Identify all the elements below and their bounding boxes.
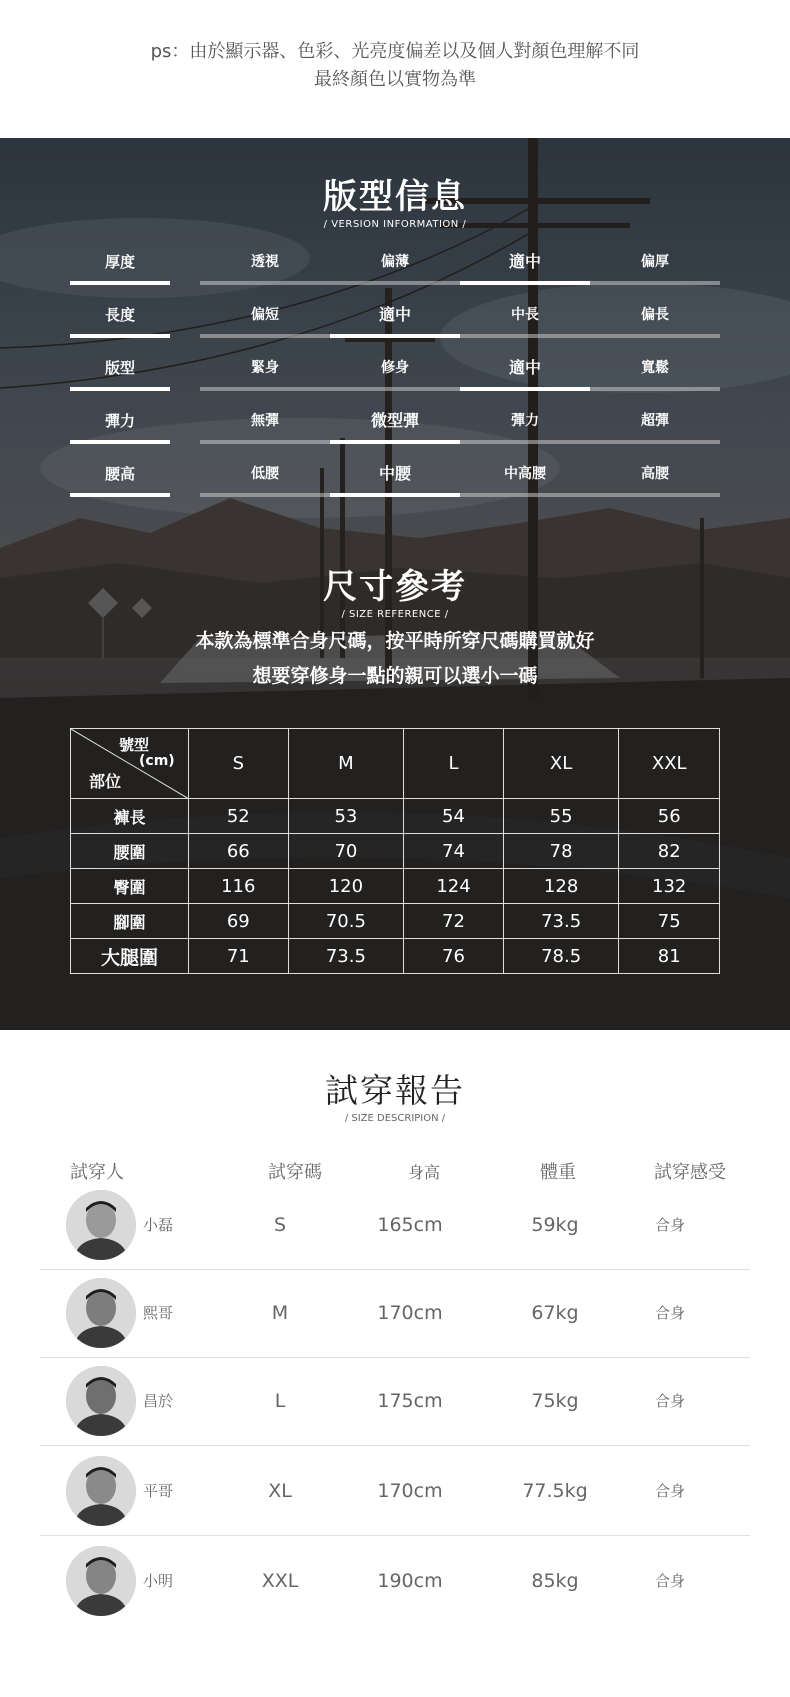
version-label-bar [70, 440, 170, 444]
report-header-weight: 體重 [540, 1162, 576, 1183]
version-row-label-text: 彈力 [104, 412, 135, 430]
size-intro-line-1: 本款為標準合身尺碼，按平時所穿尺碼購買就好 [195, 630, 595, 652]
version-option-text: 適中 [508, 252, 541, 271]
report-title: 試穿報告 [325, 1071, 465, 1110]
person-photo [66, 1366, 136, 1436]
version-option-text: 適中 [508, 358, 541, 377]
version-option-text: 透視 [251, 254, 279, 270]
size-cell: 70.5 [288, 904, 404, 939]
tester-height: 165cm [377, 1214, 443, 1236]
version-option [590, 291, 720, 344]
report-subtitle: / SIZE DESCRIPION / [344, 1113, 446, 1124]
person-photo [66, 1278, 136, 1348]
size-subtitle: / SIZE REFERENCE / [341, 609, 449, 620]
size-cell: 53 [288, 799, 404, 834]
version-option-text: 無彈 [251, 413, 279, 429]
report-header-size: 試穿碼 [268, 1162, 322, 1183]
version-option [590, 397, 720, 450]
size-col-header: XXL [619, 729, 720, 799]
version-track-bar [590, 281, 720, 285]
size-cell: 81 [619, 939, 720, 974]
size-cell: 54 [404, 799, 504, 834]
size-table [70, 728, 720, 974]
report-title-block [0, 1070, 790, 1126]
tester-name: 昌於 [143, 1392, 174, 1410]
size-cell: 69 [189, 904, 289, 939]
version-row-label-text: 版型 [104, 359, 135, 377]
version-option [200, 291, 330, 344]
tester-size: L [274, 1390, 286, 1412]
tester-size: XL [268, 1480, 292, 1502]
tester-size: M [271, 1302, 289, 1324]
size-row [71, 799, 720, 834]
size-cell: 70 [288, 834, 404, 869]
version-option-text: 緊身 [251, 360, 279, 376]
report-row [40, 1268, 750, 1358]
disclaimer-line-1: ps：由於顯示器、色彩、光亮度偏差以及個人對顏色理解不同 [150, 41, 640, 62]
version-row-label [70, 450, 170, 503]
size-row [71, 939, 720, 974]
tester-name: 平哥 [143, 1482, 174, 1500]
size-row-label: 褲長 [71, 799, 189, 834]
version-option-text: 彈力 [511, 413, 539, 429]
version-title-block [0, 176, 790, 232]
version-option [330, 450, 460, 503]
version-track-bar [200, 334, 330, 338]
tester-fit: 合身 [654, 1482, 685, 1500]
tester-height: 170cm [377, 1480, 443, 1502]
version-option [200, 450, 330, 503]
size-col-header: M [288, 729, 404, 799]
version-option [590, 450, 720, 503]
version-track-bar [330, 387, 460, 391]
avatar [66, 1366, 136, 1436]
version-grid [70, 238, 720, 503]
version-label-bar [70, 387, 170, 391]
size-cell: 132 [619, 869, 720, 904]
version-selected-bar [460, 387, 590, 391]
version-label-bar [70, 281, 170, 285]
version-track-bar [200, 281, 330, 285]
report-row [40, 1446, 750, 1536]
tester-name: 小明 [143, 1572, 174, 1590]
corner-unit-label: (cm) [139, 753, 175, 769]
size-cell: 76 [404, 939, 504, 974]
tester-weight: 77.5kg [522, 1480, 588, 1502]
size-row [71, 834, 720, 869]
size-cell: 72 [404, 904, 504, 939]
version-track-bar [590, 493, 720, 497]
version-row [70, 397, 720, 450]
tester-fit: 合身 [654, 1304, 685, 1322]
version-option [330, 344, 460, 397]
version-option [330, 291, 460, 344]
avatar [66, 1546, 136, 1616]
size-cell: 75 [619, 904, 720, 939]
report-row [40, 1536, 750, 1626]
version-track-bar [200, 440, 330, 444]
version-selected-bar [460, 281, 590, 285]
version-option [330, 397, 460, 450]
version-option-text: 偏厚 [641, 254, 669, 270]
version-option-text: 偏長 [641, 307, 669, 323]
tester-name: 小磊 [143, 1216, 174, 1234]
size-col-header: XL [503, 729, 619, 799]
version-track-bar [590, 387, 720, 391]
version-track-bar [330, 281, 460, 285]
tester-height: 190cm [377, 1570, 443, 1592]
tester-weight: 67kg [531, 1302, 579, 1324]
report-header-feeling: 試穿感受 [654, 1162, 726, 1183]
version-option-text: 中長 [511, 307, 539, 323]
report-header-height: 身高 [408, 1163, 441, 1182]
info-background-panel [0, 138, 790, 1030]
tester-fit: 合身 [654, 1572, 685, 1590]
size-title-block [0, 566, 790, 622]
tester-fit: 合身 [654, 1216, 685, 1234]
version-row-label [70, 238, 170, 291]
tester-weight: 59kg [531, 1214, 579, 1236]
tester-height: 175cm [377, 1390, 443, 1412]
version-option [590, 238, 720, 291]
size-row-label: 腳圍 [71, 904, 189, 939]
size-row-label: 大腿圍 [71, 939, 189, 974]
size-col-header: L [404, 729, 504, 799]
corner-part-label: 部位 [89, 772, 122, 791]
version-selected-bar [330, 493, 460, 497]
version-selected-bar [330, 440, 460, 444]
version-track-bar [200, 493, 330, 497]
version-label-bar [70, 334, 170, 338]
version-row [70, 238, 720, 291]
version-option [460, 238, 590, 291]
color-disclaimer [0, 38, 790, 94]
version-option-text: 超彈 [641, 413, 669, 429]
version-option [460, 450, 590, 503]
version-option-text: 高腰 [641, 466, 669, 482]
size-cell: 56 [619, 799, 720, 834]
size-cell: 124 [404, 869, 504, 904]
version-track-bar [200, 387, 330, 391]
size-table-corner [71, 729, 189, 799]
size-cell: 78 [503, 834, 619, 869]
size-cell: 120 [288, 869, 404, 904]
version-row-label [70, 344, 170, 397]
version-option [590, 344, 720, 397]
version-option-text: 微型彈 [370, 411, 419, 430]
size-cell: 73.5 [503, 904, 619, 939]
version-option [330, 238, 460, 291]
size-intro-line-2: 想要穿修身一點的親可以選小一碼 [252, 665, 538, 687]
size-cell: 55 [503, 799, 619, 834]
version-option [460, 397, 590, 450]
version-row [70, 450, 720, 503]
version-row-label-text: 腰高 [104, 465, 135, 483]
size-row-label: 臀圍 [71, 869, 189, 904]
version-row [70, 344, 720, 397]
person-photo [66, 1190, 136, 1260]
version-track-bar [460, 440, 590, 444]
version-option-text: 中腰 [378, 464, 411, 483]
size-cell: 66 [189, 834, 289, 869]
version-option-text: 低腰 [251, 466, 279, 482]
size-header-row [71, 729, 720, 799]
report-row [40, 1180, 750, 1270]
version-row-label [70, 397, 170, 450]
size-row [71, 904, 720, 939]
size-title: 尺寸參考 [323, 567, 467, 607]
avatar [66, 1456, 136, 1526]
version-track-bar [590, 334, 720, 338]
version-option-text: 修身 [381, 360, 409, 376]
size-cell: 74 [404, 834, 504, 869]
size-cell: 78.5 [503, 939, 619, 974]
tester-weight: 75kg [531, 1390, 579, 1412]
version-option [200, 397, 330, 450]
version-track-bar [460, 493, 590, 497]
tester-size: S [273, 1214, 287, 1236]
version-option-text: 寬鬆 [641, 360, 669, 376]
size-cell: 71 [189, 939, 289, 974]
disclaimer-line-2: 最終顏色以實物為準 [314, 69, 476, 90]
version-row-label-text: 厚度 [104, 253, 135, 271]
version-title: 版型信息 [323, 177, 467, 217]
report-header-person: 試穿人 [70, 1162, 124, 1183]
version-option-text: 適中 [378, 305, 411, 324]
version-track-bar [590, 440, 720, 444]
version-track-bar [460, 334, 590, 338]
version-row [70, 291, 720, 344]
version-option [460, 291, 590, 344]
version-option [460, 344, 590, 397]
size-cell: 116 [189, 869, 289, 904]
report-row [40, 1356, 750, 1446]
version-selected-bar [330, 334, 460, 338]
size-row-label: 腰圍 [71, 834, 189, 869]
person-photo [66, 1546, 136, 1616]
avatar [66, 1190, 136, 1260]
corner-size-label: 號型 [119, 736, 150, 754]
tester-weight: 85kg [531, 1570, 579, 1592]
version-row-label-text: 長度 [104, 306, 135, 324]
version-label-bar [70, 493, 170, 497]
version-option-text: 偏短 [251, 307, 279, 323]
tester-fit: 合身 [654, 1392, 685, 1410]
size-row [71, 869, 720, 904]
version-option [200, 344, 330, 397]
version-option-text: 偏薄 [381, 254, 409, 270]
version-option-text: 中高腰 [504, 466, 546, 482]
tester-name: 熙哥 [143, 1304, 174, 1322]
size-col-header: S [189, 729, 289, 799]
version-row-label [70, 291, 170, 344]
size-cell: 128 [503, 869, 619, 904]
size-cell: 82 [619, 834, 720, 869]
tester-size: XXL [261, 1570, 299, 1592]
size-cell: 52 [189, 799, 289, 834]
person-photo [66, 1456, 136, 1526]
size-cell: 73.5 [288, 939, 404, 974]
version-option [200, 238, 330, 291]
tester-height: 170cm [377, 1302, 443, 1324]
avatar [66, 1278, 136, 1348]
version-subtitle: / VERSION INFORMATION / [323, 219, 467, 230]
